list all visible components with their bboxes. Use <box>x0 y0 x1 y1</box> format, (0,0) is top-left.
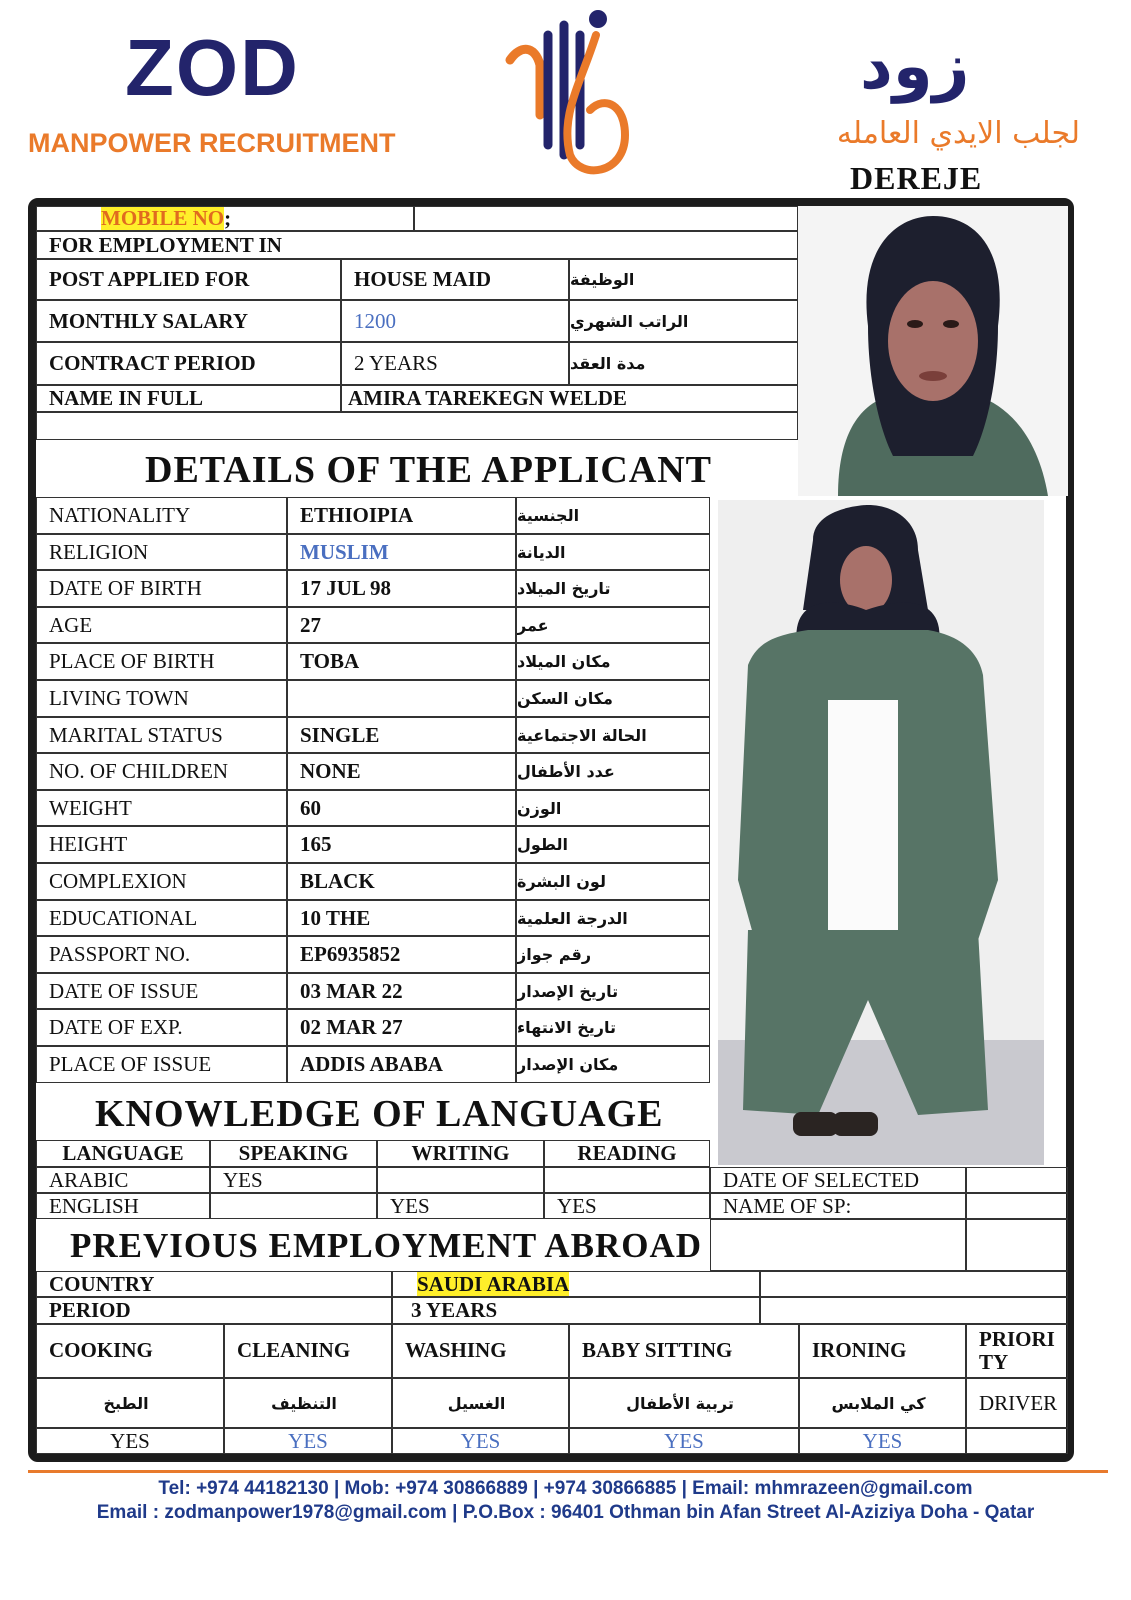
lang-english-reading: YES <box>544 1193 710 1219</box>
employment-label: FOR EMPLOYMENT IN <box>36 231 798 259</box>
skill-arabic: كي الملابس <box>799 1378 966 1428</box>
detail-arabic: الديانة <box>516 534 710 570</box>
period-value: 3 YEARS <box>392 1297 760 1324</box>
detail-value <box>287 680 516 717</box>
detail-arabic: مكان الإصدار <box>516 1046 710 1083</box>
brand-arabic-subtitle: لجلب الايدي العامله <box>836 116 1080 151</box>
name-value: AMIRA TAREKEGN WELDE <box>341 385 798 412</box>
detail-arabic: تاريخ الميلاد <box>516 570 710 607</box>
lang-english-name: ENGLISH <box>36 1193 210 1219</box>
details-title: DETAILS OF THE APPLICANT <box>145 449 713 491</box>
full-body-photo <box>718 500 1044 1165</box>
detail-label: EDUCATIONAL <box>36 900 287 936</box>
footer-address-line: Email : zodmanpower1978@gmail.com | P.O.Box : 96401 Othman bin Afan Street Al-Aziziya Doha - Qatar <box>96 1502 1035 1523</box>
lang-english-speaking <box>210 1193 377 1219</box>
detail-value: 27 <box>287 607 516 643</box>
brand-emblem-icon <box>500 5 640 185</box>
lang-arabic-speaking: YES <box>210 1167 377 1193</box>
detail-label: NO. OF CHILDREN <box>36 753 287 790</box>
skill-arabic: التنظيف <box>224 1378 392 1428</box>
blank-row <box>36 412 798 440</box>
detail-arabic: لون البشرة <box>516 863 710 900</box>
detail-value: 17 JUL 98 <box>287 570 516 607</box>
skill-value: YES <box>36 1428 224 1454</box>
lang-arabic-reading <box>544 1167 710 1193</box>
detail-label: DATE OF BIRTH <box>36 570 287 607</box>
country-label: COUNTRY <box>36 1271 392 1297</box>
portrait-photo <box>798 206 1068 496</box>
skill-arabic: الطبخ <box>36 1378 224 1428</box>
footer-divider <box>28 1470 1108 1473</box>
lang-header-speaking: SPEAKING <box>210 1140 377 1167</box>
skill-value: YES <box>569 1428 799 1454</box>
skill-header: BABY SITTING <box>569 1324 799 1378</box>
detail-value: ETHIOIPIA <box>287 497 516 534</box>
sponsor-name-label: NAME OF SP: <box>710 1193 966 1219</box>
period-label: PERIOD <box>36 1297 392 1324</box>
skill-value-blank <box>966 1428 1068 1454</box>
lang-header-language: LANGUAGE <box>36 1140 210 1167</box>
skill-value: YES <box>799 1428 966 1454</box>
mobile-value-cell <box>414 206 798 231</box>
country-value-cell <box>392 1271 760 1297</box>
skill-header: WASHING <box>392 1324 569 1378</box>
post-arabic: الوظيفة <box>569 259 798 300</box>
skill-header: CLEANING <box>224 1324 392 1378</box>
lang-arabic-name: ARABIC <box>36 1167 210 1193</box>
detail-label: COMPLEXION <box>36 863 287 900</box>
detail-value: SINGLE <box>287 717 516 753</box>
detail-label: PLACE OF BIRTH <box>36 643 287 680</box>
date-selected-value <box>966 1167 1068 1193</box>
salary-arabic: الراتب الشهري <box>569 300 798 342</box>
skill-header: COOKING <box>36 1324 224 1378</box>
previous-employment-title: PREVIOUS EMPLOYMENT ABROAD <box>70 1226 703 1265</box>
lang-header-writing: WRITING <box>377 1140 544 1167</box>
date-selected-label: DATE OF SELECTED <box>710 1167 966 1193</box>
skill-value: YES <box>392 1428 569 1454</box>
side-blank-right <box>966 1219 1068 1271</box>
salary-value: 1200 <box>341 300 569 342</box>
mobile-label: MOBILE NO <box>101 206 225 230</box>
detail-label: PASSPORT NO. <box>36 936 287 973</box>
mobile-suffix: ; <box>224 206 232 230</box>
detail-value: ADDIS ABABA <box>287 1046 516 1083</box>
detail-arabic: مكان الميلاد <box>516 643 710 680</box>
detail-arabic: الطول <box>516 826 710 863</box>
detail-arabic: رقم جواز <box>516 936 710 973</box>
skill-arabic: الغسيل <box>392 1378 569 1428</box>
period-blank <box>760 1297 1068 1324</box>
lang-english-writing: YES <box>377 1193 544 1219</box>
detail-label: AGE <box>36 607 287 643</box>
detail-value: NONE <box>287 753 516 790</box>
detail-value: 165 <box>287 826 516 863</box>
detail-label: LIVING TOWN <box>36 680 287 717</box>
detail-value: 03 MAR 22 <box>287 973 516 1009</box>
brand-subtitle: MANPOWER RECRUITMENT <box>28 128 396 158</box>
contract-label: CONTRACT PERIOD <box>36 342 341 385</box>
detail-value: 60 <box>287 790 516 826</box>
detail-value: EP6935852 <box>287 936 516 973</box>
skill-value: YES <box>224 1428 392 1454</box>
detail-label: NATIONALITY <box>36 497 287 534</box>
detail-arabic: الدرجة العلمية <box>516 900 710 936</box>
detail-label: DATE OF EXP. <box>36 1009 287 1046</box>
post-label: POST APPLIED FOR <box>36 259 341 300</box>
detail-value: BLACK <box>287 863 516 900</box>
detail-arabic: الجنسية <box>516 497 710 534</box>
detail-label: DATE OF ISSUE <box>36 973 287 1009</box>
detail-arabic: عمر <box>516 607 710 643</box>
contract-arabic: مدة العقد <box>569 342 798 385</box>
name-label: NAME IN FULL <box>36 385 341 412</box>
detail-arabic: مكان السكن <box>516 680 710 717</box>
detail-arabic: تاريخ الإصدار <box>516 973 710 1009</box>
language-title: KNOWLEDGE OF LANGUAGE <box>95 1093 664 1135</box>
detail-arabic: الوزن <box>516 790 710 826</box>
contract-value: 2 YEARS <box>341 342 569 385</box>
detail-label: WEIGHT <box>36 790 287 826</box>
brand-logo-text: ZOD <box>125 23 300 112</box>
side-blank-left <box>710 1219 966 1271</box>
agency-name: DEREJE <box>850 160 983 196</box>
detail-label: PLACE OF ISSUE <box>36 1046 287 1083</box>
detail-label: RELIGION <box>36 534 287 570</box>
detail-arabic: تاريخ الانتهاء <box>516 1009 710 1046</box>
detail-value: TOBA <box>287 643 516 680</box>
mobile-row <box>36 206 414 231</box>
footer-contact-line: Tel: +974 44182130 | Mob: +974 30866889 | +974 30866885 | Email: mhmrazeen@gmail.com <box>158 1478 973 1499</box>
detail-label: MARITAL STATUS <box>36 717 287 753</box>
detail-label: HEIGHT <box>36 826 287 863</box>
lang-header-reading: READING <box>544 1140 710 1167</box>
detail-value: 02 MAR 27 <box>287 1009 516 1046</box>
detail-arabic: الحالة الاجتماعية <box>516 717 710 753</box>
detail-value: MUSLIM <box>287 534 516 570</box>
skill-header: PRIORI TY <box>966 1324 1068 1378</box>
lang-arabic-writing <box>377 1167 544 1193</box>
detail-value: 10 THE <box>287 900 516 936</box>
country-value: SAUDI ARABIA <box>417 1271 570 1296</box>
detail-arabic: عدد الأطفال <box>516 753 710 790</box>
country-blank <box>760 1271 1068 1297</box>
brand-arabic-logo: زود <box>860 30 970 104</box>
skill-header: IRONING <box>799 1324 966 1378</box>
skill-extra-driver: DRIVER <box>966 1378 1068 1428</box>
salary-label: MONTHLY SALARY <box>36 300 341 342</box>
sponsor-name-value <box>966 1193 1068 1219</box>
skill-arabic: تربية الأطفال <box>569 1378 799 1428</box>
post-value: HOUSE MAID <box>341 259 569 300</box>
